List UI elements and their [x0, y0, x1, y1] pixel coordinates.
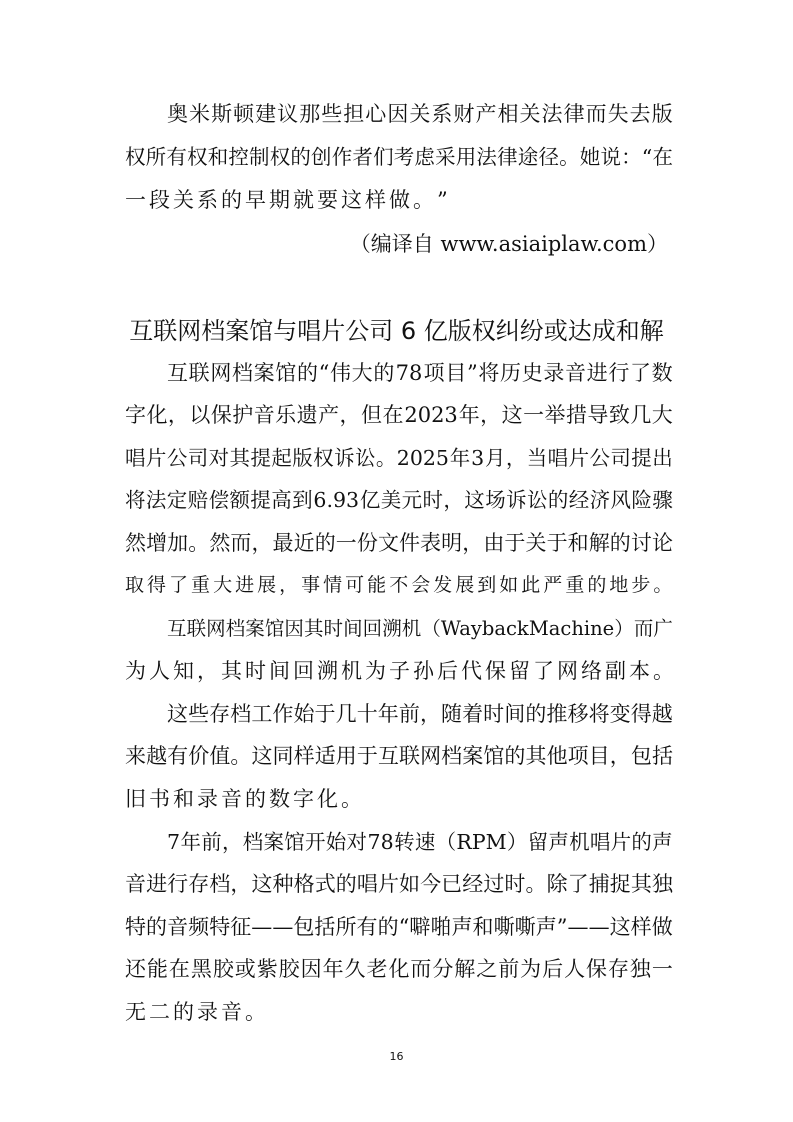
paragraph-line: 唱 片 公 司 对 其 提 起 版 权 诉 讼 。 2025 年 3 月 ， 当 唱 片 公 司 提 出: [125, 446, 673, 470]
paragraph-line: 互 联 网 档 案 馆 的 “ 伟 大 的 78 项 目 ” 将 历 史 录 音 进 行 了 数: [167, 361, 673, 385]
intro-line: 权 所 有 权 和 控 制 权 的 创 作 者 们 考 虑 采 用 法 律 途 径 。 她 说 ： “ 在: [125, 145, 673, 169]
intro-line: 奥 米 斯 顿 建 议 那 些 担 心 因 关 系 财 产 相 关 法 律 而 失 去 版: [167, 102, 673, 126]
page-number: 16: [389, 1050, 404, 1063]
paragraph-line: 旧 书 和 录 音 的 数 字 化 。: [125, 787, 362, 811]
intro-line: 一 段 关 系 的 早 期 就 要 这 样 做 。 ”: [125, 188, 448, 212]
paragraph-line: 互 联 网 档 案 馆 因 其 时 间 回 溯 机 （ Wayback Machine ） 而 广: [167, 617, 673, 640]
paragraph-line: 还 能 在 黑 胶 或 紫 胶 因 年 久 老 化 而 分 解 之 前 为 后 人 保 存 独 一: [125, 957, 673, 981]
paragraph-line: 字 化 ， 以 保 护 音 乐 遗 产 ， 但 在 2023 年 ， 这 一 举 措 导 致 几 大: [125, 403, 673, 427]
paragraph-line: 7 年 前 ， 档 案 馆 开 始 对 78 转 速 （ RPM ） 留 声 机 唱 片 的 声: [167, 830, 673, 854]
paragraph-line: 这 些 存 档 工 作 始 于 几 十 年 前 ， 随 着 时 间 的 推 移 将 变 得 越: [167, 702, 673, 726]
article-title: 互联网档案馆与唱片公司 6 亿版权纠纷或达成和解: [129, 317, 664, 345]
paragraph-line: 来 越 有 价 值 。 这 同 样 适 用 于 互 联 网 档 案 馆 的 其 他 项 目 ， 包 括: [125, 744, 673, 768]
paragraph-line: 取 得 了 重 大 进 展 ， 事 情 可 能 不 会 发 展 到 如 此 严 重 的 地 步 。: [125, 574, 673, 596]
source-note: （编译自 www.asiaiplaw.com）: [349, 232, 668, 256]
paragraph-line: 特 的 音 频 特 征 — — 包 括 所 有 的 “ 噼 啪 声 和 嘶 嘶 声 ” — — 这 样 做: [125, 915, 673, 939]
paragraph-line: 无 二 的 录 音 。: [125, 1000, 266, 1024]
paragraph-line: 然 增 加 。 然 而 ， 最 近 的 一 份 文 件 表 明 ， 由 于 关 于 和 解 的 讨 论: [125, 531, 673, 555]
paragraph-line: 音 进 行 存 档 ， 这 种 格 式 的 唱 片 如 今 已 经 过 时 。 除 了 捕 捉 其 独: [125, 872, 673, 896]
paragraph-line: 为 人 知 ， 其 时 间 回 溯 机 为 子 孙 后 代 保 留 了 网 络 副 本 。: [125, 659, 674, 683]
paragraph-line: 将 法 定 赔 偿 额 提 高 到 6.93 亿 美 元 时 ， 这 场 诉 讼 的 经 济 风 险 骤: [125, 488, 673, 512]
